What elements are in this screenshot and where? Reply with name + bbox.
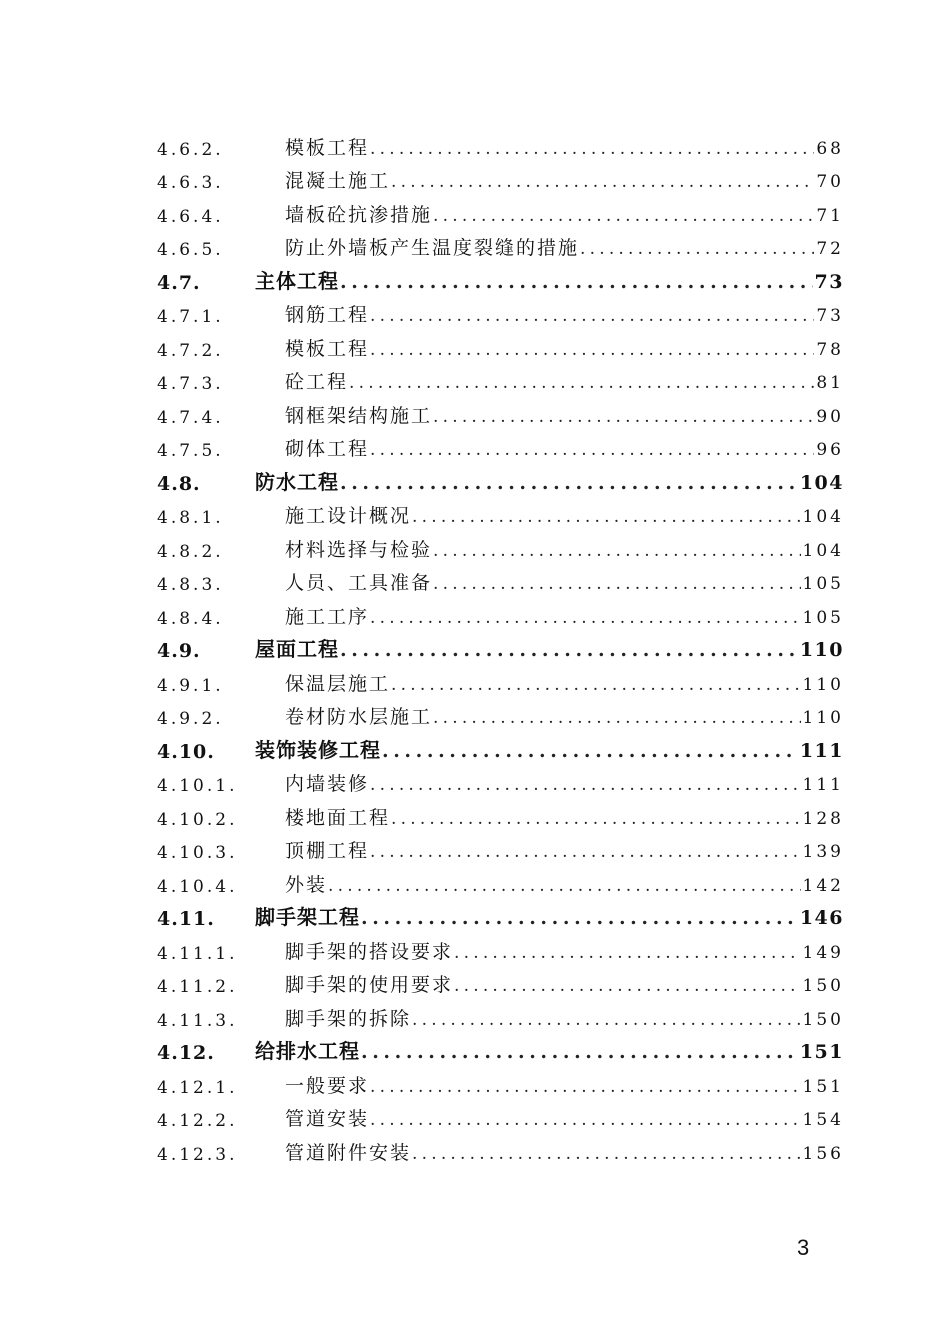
toc-entry-line	[285, 401, 844, 428]
toc-entry-page: 110	[799, 639, 844, 661]
toc-entry-title: 屋面工程	[255, 637, 339, 661]
toc-entry-title: 外装	[285, 873, 328, 896]
dot-leader	[382, 740, 798, 762]
toc-entry-page: 151	[802, 1076, 844, 1097]
toc-section-entry[interactable]	[0, 469, 950, 503]
toc-entry-number: 4.7.	[157, 271, 201, 294]
toc-entry-number: 4.6.4.	[157, 206, 224, 227]
dot-leader	[370, 1110, 801, 1130]
toc-entry-page: 110	[802, 708, 844, 728]
toc-subsection-entry[interactable]	[0, 503, 950, 537]
toc-entry-title: 脚手架的使用要求	[285, 974, 454, 996]
toc-entry-page: 110	[802, 674, 844, 695]
toc-entry-line	[285, 970, 844, 997]
dot-leader	[370, 440, 814, 460]
dot-leader	[328, 876, 801, 896]
toc-entry-page: 105	[802, 574, 844, 594]
toc-entry-title: 脚手架工程	[255, 905, 360, 929]
toc-entry-line	[285, 1138, 844, 1165]
toc-entry-number: 4.6.3.	[157, 173, 224, 193]
toc-entry-number: 4.7.5.	[157, 441, 224, 461]
toc-entry-title: 模板工程	[285, 337, 370, 360]
toc-subsection-entry[interactable]	[0, 838, 950, 872]
dot-leader	[370, 306, 814, 326]
toc-entry-title: 一般要求	[285, 1074, 370, 1097]
toc-subsection-entry[interactable]	[0, 570, 950, 604]
dot-leader	[412, 1010, 801, 1030]
toc-entry-line	[255, 734, 844, 763]
toc-entry-line	[285, 702, 844, 729]
toc-entry-title: 钢框架结构施工	[285, 404, 433, 427]
toc-entry-page: 96	[816, 440, 844, 460]
toc-entry-number: 4.12.2.	[157, 1111, 238, 1131]
toc-subsection-entry[interactable]	[0, 704, 950, 738]
toc-subsection-entry[interactable]	[0, 235, 950, 269]
toc-entry-line	[285, 1004, 844, 1031]
toc-entry-line	[285, 200, 844, 227]
toc-entry-title: 人员、工具准备	[285, 572, 433, 594]
toc-entry-number: 4.8.3.	[157, 575, 224, 595]
toc-entry-number: 4.11.3.	[157, 1010, 238, 1031]
toc-entry-number: 4.7.4.	[157, 407, 224, 428]
toc-entry-title: 卷材防水层施工	[285, 706, 433, 728]
toc-entry-page: 111	[802, 775, 844, 795]
toc-entry-title: 施工工序	[285, 605, 370, 628]
toc-subsection-entry[interactable]	[0, 168, 950, 202]
toc-entry-number: 4.7.3.	[157, 374, 224, 394]
toc-entry-title: 管道附件安装	[285, 1141, 412, 1164]
toc-subsection-entry[interactable]	[0, 1139, 950, 1173]
toc-section-entry[interactable]	[0, 268, 950, 302]
toc-entry-title: 模板工程	[285, 136, 370, 159]
toc-entry-page: 71	[816, 205, 844, 226]
toc-entry-page: 146	[799, 907, 844, 929]
toc-entry-page: 78	[816, 339, 844, 360]
toc-entry-number: 4.6.5.	[157, 240, 224, 260]
dot-leader	[361, 907, 798, 929]
dot-leader	[370, 340, 814, 360]
toc-entry-title: 砌体工程	[285, 438, 370, 460]
toc-entry-title: 楼地面工程	[285, 806, 391, 829]
toc-entry-line	[255, 466, 844, 495]
toc-entry-number: 4.8.	[157, 472, 201, 495]
toc-entry-line	[285, 300, 844, 327]
toc-entry-line	[285, 1071, 844, 1098]
toc-entry-page: 151	[799, 1041, 844, 1063]
toc-entry-title: 顶棚工程	[285, 840, 370, 862]
toc-entry-number: 4.8.4.	[157, 608, 224, 629]
dot-leader	[580, 239, 814, 259]
toc-entry-line	[255, 633, 844, 662]
toc-entry-number: 4.12.1.	[157, 1077, 238, 1098]
dot-leader	[370, 1077, 801, 1097]
dot-leader	[454, 943, 801, 963]
dot-leader	[412, 507, 801, 527]
toc-entry-page: 149	[802, 942, 844, 963]
dot-leader	[370, 139, 814, 159]
toc-subsection-entry[interactable]	[0, 302, 950, 336]
toc-entry-line	[285, 501, 844, 528]
toc-entry-title: 内墙装修	[285, 773, 370, 795]
toc-entry-line	[285, 803, 844, 830]
dot-leader	[349, 373, 814, 393]
toc-entry-line	[285, 166, 844, 193]
toc-entry-line	[285, 434, 844, 461]
toc-subsection-entry[interactable]	[0, 771, 950, 805]
toc-entry-line	[285, 334, 844, 361]
toc-entry-title: 装饰装修工程	[255, 737, 381, 762]
toc-section-entry[interactable]	[0, 637, 950, 671]
toc-entry-page: 73	[816, 306, 844, 326]
toc-entry-page: 81	[816, 373, 844, 393]
toc-subsection-entry[interactable]	[0, 369, 950, 403]
toc-entry-page: 128	[802, 808, 844, 829]
toc-entry-line	[285, 133, 844, 160]
dot-leader	[361, 1041, 798, 1063]
toc-subsection-entry[interactable]	[0, 938, 950, 972]
toc-entry-page: 68	[816, 138, 844, 159]
toc-section-entry[interactable]	[0, 737, 950, 771]
toc-subsection-entry[interactable]	[0, 972, 950, 1006]
toc-entry-number: 4.8.1.	[157, 508, 224, 528]
toc-section-entry[interactable]	[0, 1039, 950, 1073]
toc-section-entry[interactable]	[0, 905, 950, 939]
toc-entry-title: 混凝土施工	[285, 170, 391, 192]
toc-entry-number: 4.10.	[157, 740, 215, 763]
dot-leader	[433, 541, 801, 561]
table-of-contents	[0, 134, 950, 1173]
toc-entry-line	[255, 265, 844, 294]
toc-entry-page: 104	[802, 540, 844, 561]
toc-subsection-entry[interactable]	[0, 134, 950, 168]
toc-entry-title: 钢筋工程	[285, 304, 370, 326]
toc-entry-number: 4.9.	[157, 640, 201, 662]
toc-entry-page: 73	[814, 270, 844, 293]
toc-entry-line	[285, 836, 844, 863]
toc-entry-line	[285, 535, 844, 562]
toc-entry-page: 104	[799, 471, 844, 494]
dot-leader	[412, 1144, 801, 1164]
toc-entry-number: 4.11.2.	[157, 977, 238, 997]
toc-entry-line	[255, 901, 844, 930]
dot-leader	[454, 976, 801, 996]
toc-entry-page: 111	[799, 739, 844, 762]
toc-entry-page: 139	[802, 842, 844, 862]
toc-entry-page: 156	[802, 1143, 844, 1164]
toc-entry-line	[285, 568, 844, 595]
toc-subsection-entry[interactable]	[0, 536, 950, 570]
dot-leader	[433, 407, 814, 427]
toc-entry-page: 105	[802, 607, 844, 628]
dot-leader	[370, 608, 801, 628]
toc-subsection-entry[interactable]	[0, 1072, 950, 1106]
toc-entry-page: 104	[802, 507, 844, 527]
toc-entry-page: 150	[802, 1009, 844, 1030]
toc-entry-number: 4.6.2.	[157, 139, 224, 160]
toc-entry-title: 墙板砼抗渗措施	[285, 203, 433, 226]
toc-entry-line	[285, 669, 844, 696]
dot-leader	[433, 574, 801, 594]
dot-leader	[340, 472, 798, 494]
toc-entry-line	[285, 1104, 844, 1131]
toc-subsection-entry[interactable]	[0, 804, 950, 838]
toc-entry-line	[285, 602, 844, 629]
dot-leader	[391, 675, 801, 695]
toc-entry-number: 4.12.	[157, 1042, 215, 1064]
toc-entry-number: 4.9.1.	[157, 675, 224, 696]
toc-entry-number: 4.10.2.	[157, 809, 238, 830]
toc-entry-page: 70	[816, 172, 844, 192]
toc-entry-title: 给排水工程	[255, 1039, 360, 1063]
toc-subsection-entry[interactable]	[0, 603, 950, 637]
toc-entry-number: 4.8.2.	[157, 541, 224, 562]
toc-entry-number: 4.7.2.	[157, 340, 224, 361]
toc-entry-title: 保温层施工	[285, 672, 391, 695]
toc-entry-title: 施工设计概况	[285, 505, 412, 527]
dot-leader	[433, 708, 801, 728]
toc-entry-line	[285, 367, 844, 394]
toc-entry-number: 4.11.	[157, 908, 215, 930]
toc-entry-page: 142	[802, 875, 844, 896]
dot-leader	[370, 775, 801, 795]
toc-entry-line	[285, 870, 844, 897]
toc-entry-title: 主体工程	[255, 268, 339, 293]
toc-entry-page: 90	[816, 406, 844, 427]
toc-subsection-entry[interactable]	[0, 670, 950, 704]
toc-entry-line	[285, 937, 844, 964]
toc-entry-line	[285, 769, 844, 796]
toc-entry-number: 4.9.2.	[157, 709, 224, 729]
dot-leader	[370, 842, 801, 862]
dot-leader	[391, 172, 814, 192]
toc-subsection-entry[interactable]	[0, 402, 950, 436]
toc-entry-number: 4.11.1.	[157, 943, 238, 964]
toc-subsection-entry[interactable]	[0, 335, 950, 369]
toc-entry-page: 154	[802, 1110, 844, 1130]
toc-entry-page: 72	[816, 239, 844, 259]
dot-leader	[391, 809, 801, 829]
toc-subsection-entry[interactable]	[0, 1106, 950, 1140]
toc-entry-number: 4.10.4.	[157, 876, 238, 897]
dot-leader	[340, 639, 798, 661]
toc-subsection-entry[interactable]	[0, 1005, 950, 1039]
toc-entry-title: 防水工程	[255, 469, 339, 494]
dot-leader	[433, 206, 814, 226]
toc-entry-number: 4.10.3.	[157, 843, 238, 863]
toc-entry-page: 150	[802, 976, 844, 996]
page-number: 3	[797, 1235, 810, 1260]
toc-subsection-entry[interactable]	[0, 201, 950, 235]
toc-entry-number: 4.10.1.	[157, 776, 238, 796]
toc-subsection-entry[interactable]	[0, 436, 950, 470]
toc-entry-title: 脚手架的搭设要求	[285, 940, 454, 963]
toc-entry-title: 砼工程	[285, 371, 349, 393]
toc-entry-line	[255, 1035, 844, 1064]
toc-subsection-entry[interactable]	[0, 871, 950, 905]
toc-entry-number: 4.12.3.	[157, 1144, 238, 1165]
toc-entry-number: 4.7.1.	[157, 307, 224, 327]
toc-entry-line	[285, 233, 844, 260]
toc-entry-title: 材料选择与检验	[285, 538, 433, 561]
toc-entry-title: 防止外墙板产生温度裂缝的措施	[285, 237, 580, 259]
dot-leader	[340, 271, 813, 293]
toc-entry-title: 脚手架的拆除	[285, 1007, 412, 1030]
toc-entry-title: 管道安装	[285, 1108, 370, 1130]
